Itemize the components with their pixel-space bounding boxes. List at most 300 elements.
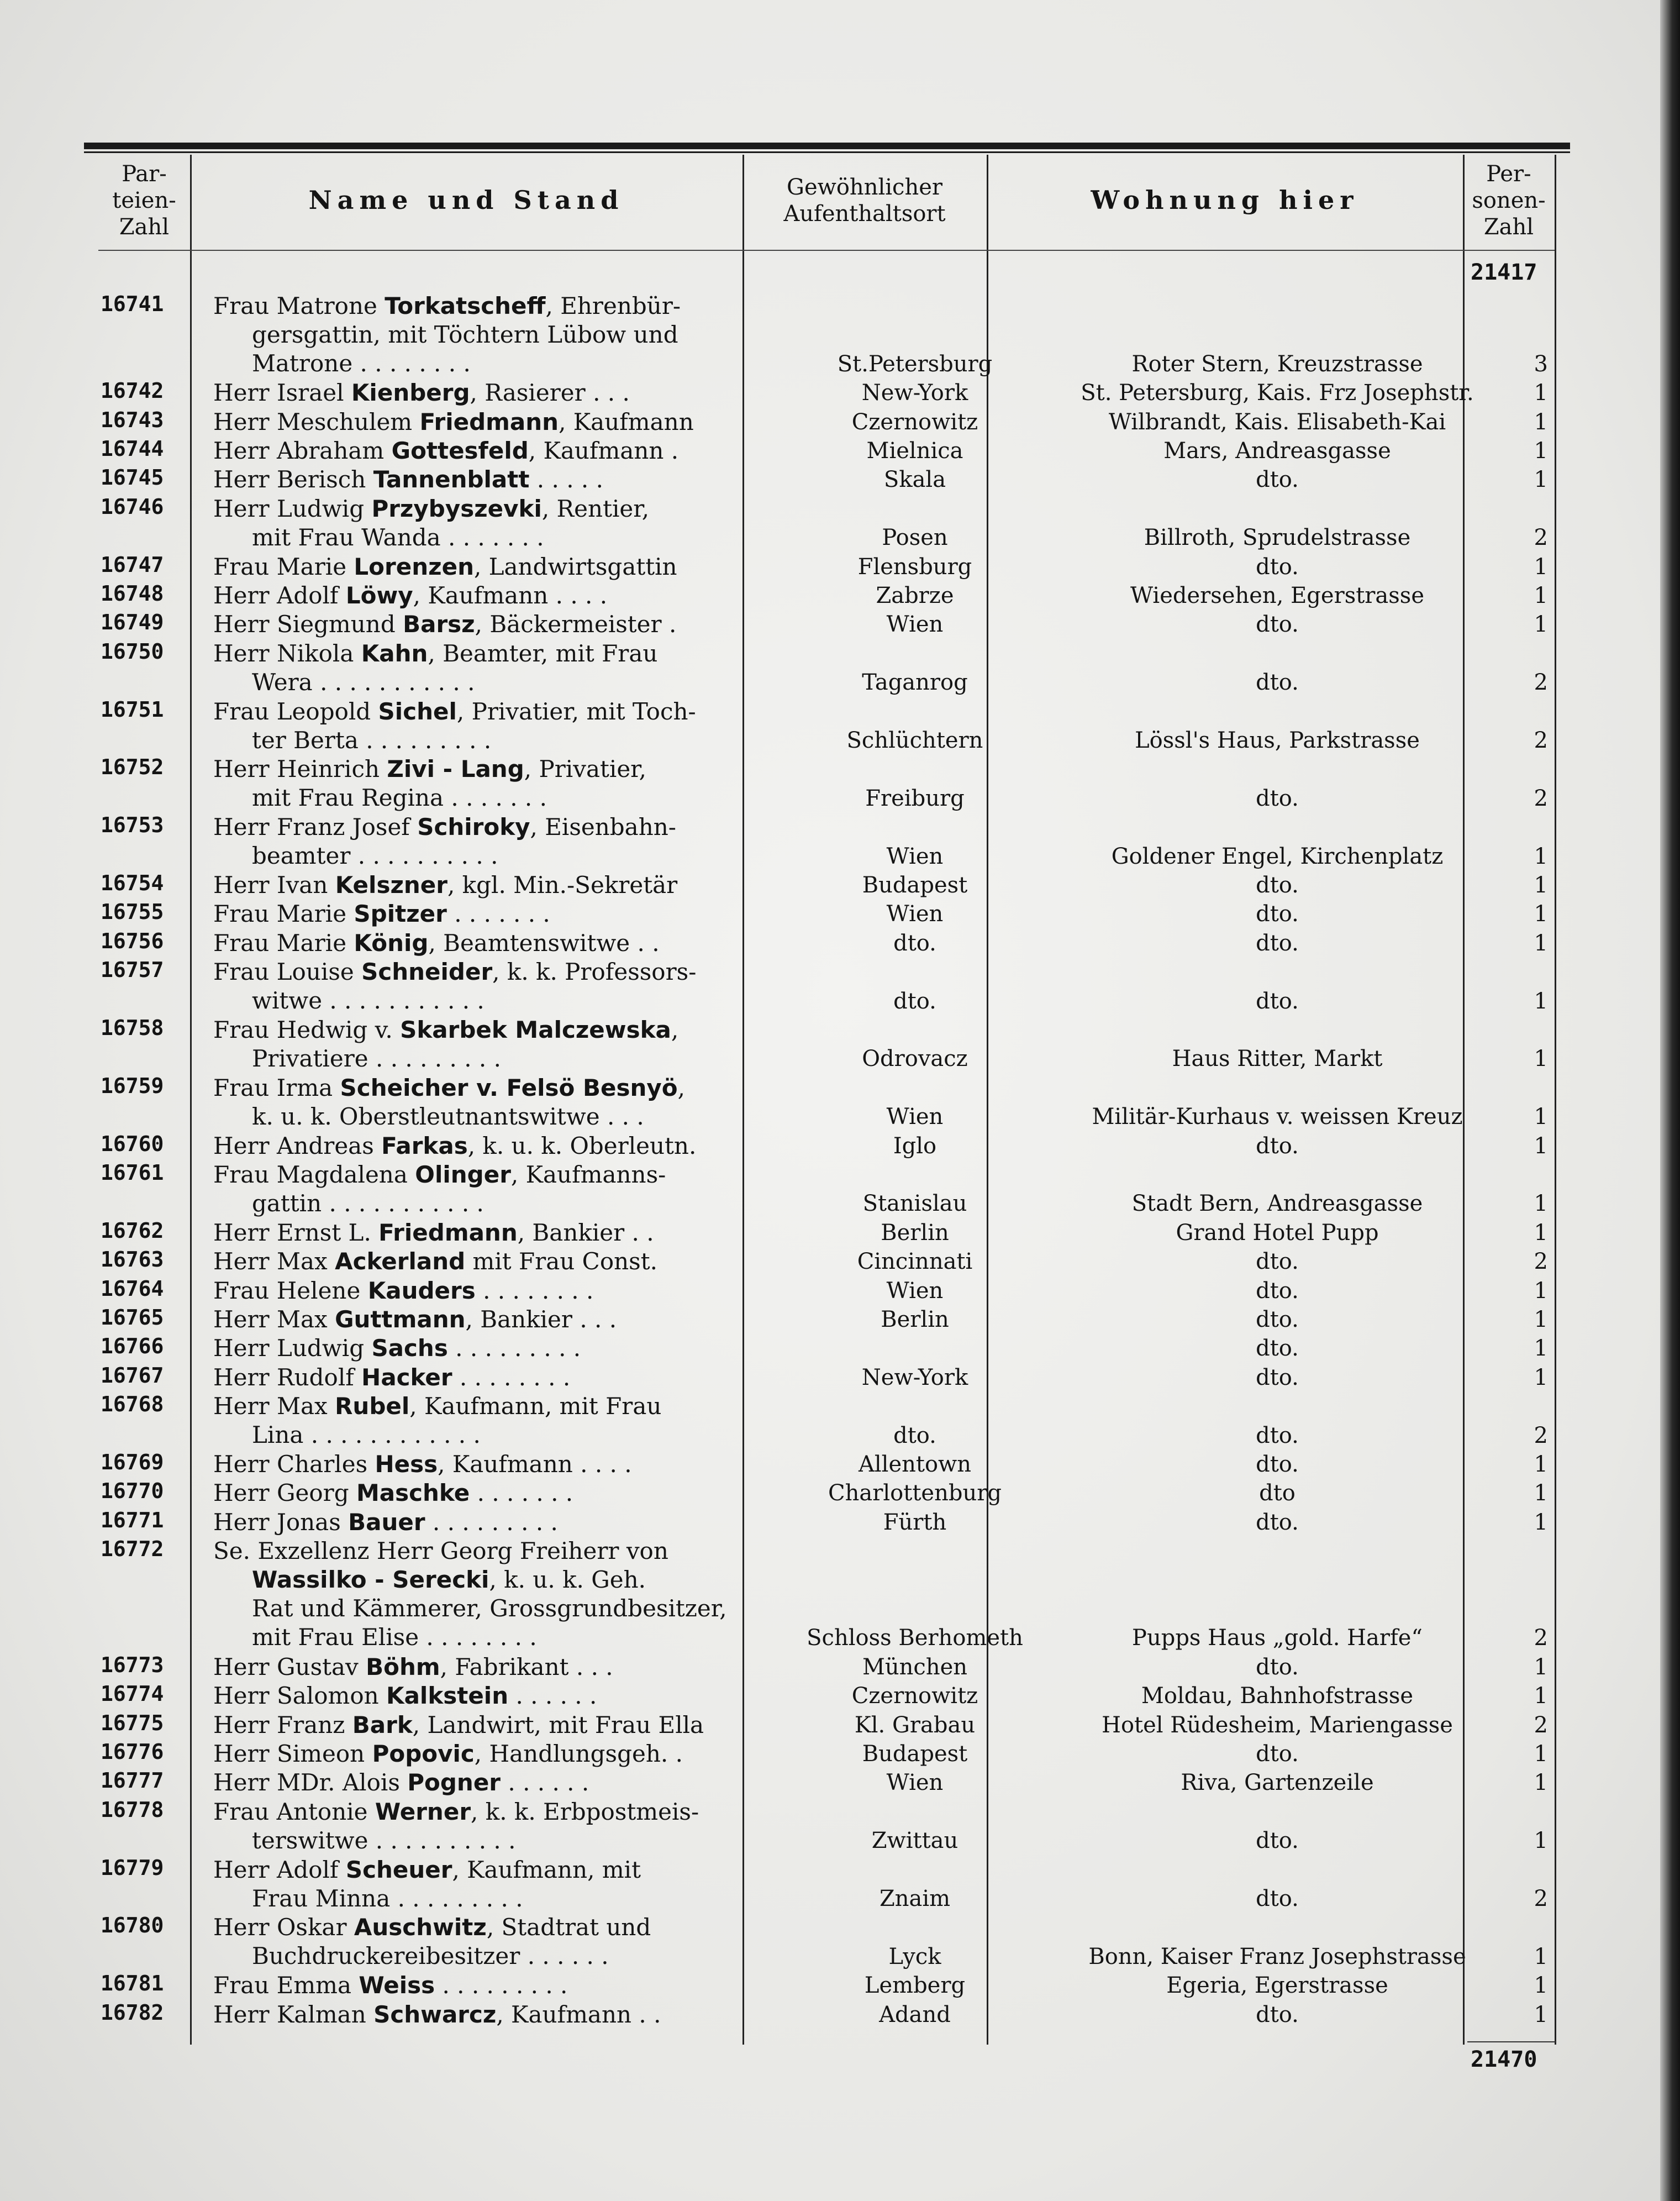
entry-person-count: 1 [1534,1654,1548,1680]
entry-surname: Wassilko - Serecki [252,1566,489,1594]
table-row [98,1305,1555,1334]
entry-number: 16760 [101,1131,164,1156]
entry-usual-residence: Budapest [862,873,968,898]
entry-usual-residence: Schlüchtern [846,727,983,753]
entry-continuation: Wera . . . . . . . . . . . [252,668,475,696]
entry-surname: Ackerland [335,1248,466,1275]
entry-usual-residence: Charlottenburg [828,1480,1002,1506]
entry-surname: Friedmann [419,408,559,435]
entry-continuation: Buchdruckereibesitzer . . . . . . [252,1942,609,1970]
entry-usual-residence: Wien [886,1104,944,1130]
entry-lodging: dto [1259,1480,1295,1506]
entry-continuation: Matrone . . . . . . . . [252,350,471,377]
table-row [98,1277,1555,1305]
entry-number: 16756 [101,928,164,953]
entry-usual-residence: Adand [879,2002,951,2027]
entry-name-and-status: Frau Magdalena Olinger, Kaufmanns- gattin . . . . . . . . . . . [213,1160,849,1218]
entry-name-and-status: Frau Irma Scheicher v. Felsö Besnyö, k. u. k. Oberstleutnantswitwe . . . [213,1074,849,1131]
entry-name-and-status: Herr Meschulem Friedmann, Kaufmann [213,408,694,435]
table-row [98,1971,1555,2000]
entry-usual-residence: Allentown [858,1452,972,1477]
entry-name-and-status: Frau Marie König, Beamtenswitwe . . [213,929,660,957]
entry-usual-residence: Posen [882,525,948,551]
entry-name-and-status: Herr Georg Maschke . . . . . . . [213,1479,573,1507]
table-row [98,639,1555,697]
entry-name-and-status: Frau Marie Lorenzen, Landwirtsgattin [213,553,677,580]
entry-surname: Kelszner [335,871,447,899]
entry-usual-residence: Flensburg [857,554,972,580]
entry-surname: Bark [352,1711,413,1738]
entry-number: 16750 [101,639,164,664]
entry-person-count: 1 [1534,1741,1548,1767]
entry-usual-residence: Stanislau [862,1191,967,1217]
entry-name-and-status: Herr Heinrich Zivi - Lang, Privatier, mit Frau Regina . . . . . . . [213,755,849,812]
entry-usual-residence: Wien [886,1278,944,1304]
entry-number: 16748 [101,581,164,606]
entry-usual-residence: Berlin [881,1220,949,1246]
entry-name-and-status: Herr Siegmund Barsz, Bäckermeister . [213,611,677,638]
entry-number: 16751 [101,697,164,722]
table-row [98,1479,1555,1507]
entry-lodging: dto. [1256,1249,1299,1275]
entry-continuation: terswitwe . . . . . . . . . . [252,1826,516,1854]
entry-person-count: 1 [1534,1104,1548,1130]
table-row [98,1653,1555,1682]
entry-lodging: Egeria, Egerstrasse [1166,1973,1388,1999]
entry-number: 16749 [101,610,164,635]
entry-lodging: dto. [1256,930,1299,956]
entry-person-count: 1 [1534,409,1548,435]
entry-person-count: 2 [1534,670,1548,696]
entry-surname: Schneider [361,958,493,986]
entry-name-and-status: Herr Franz Josef Schiroky, Eisenbahn- beamter . . . . . . . . . . [213,813,849,870]
entry-number: 16768 [101,1392,164,1417]
entry-continuation: gattin . . . . . . . . . . . [252,1190,484,1217]
entry-surname: Barsz [403,611,475,638]
table-row [98,871,1555,900]
entry-surname: Kalkstein [386,1682,509,1710]
entry-number: 16775 [101,1710,164,1735]
entry-surname: Tannenblatt [373,466,530,493]
entry-lodging: Bonn, Kaiser Franz Josephstrasse [1088,1943,1466,1969]
entry-person-count: 1 [1534,1770,1548,1796]
entry-lodging: dto. [1256,670,1299,696]
entry-usual-residence: Wien [886,843,944,869]
entry-person-count: 3 [1534,351,1548,377]
entry-name-and-status: Frau Marie Spitzer . . . . . . . [213,900,550,928]
entry-name-and-status: Herr Ernst L. Friedmann, Bankier . . [213,1218,654,1246]
entry-surname: König [354,929,429,957]
entry-name-and-status: Herr Abraham Gottesfeld, Kaufmann . [213,437,679,464]
entry-name-and-status: Herr Franz Bark, Landwirt, mit Frau Ella [213,1711,704,1738]
entry-number: 16743 [101,407,164,432]
entry-number: 16763 [101,1247,164,1272]
table-row [98,1363,1555,1392]
entry-person-count: 1 [1534,583,1548,608]
table-row [98,1711,1555,1740]
entry-usual-residence: Kl. Grabau [854,1712,976,1738]
entry-number: 16754 [101,871,164,895]
entry-usual-residence: Iglo [893,1133,937,1159]
table-row [98,2000,1555,2029]
table-row [98,1016,1555,1074]
entry-person-count: 1 [1534,1336,1548,1362]
entry-lodging: Pupps Haus „gold. Harfe“ [1132,1625,1423,1651]
table-row [98,1450,1555,1479]
entry-number: 16771 [101,1507,164,1532]
entry-name-and-status: Herr Salomon Kalkstein . . . . . . [213,1682,597,1710]
table-row [98,1740,1555,1768]
entry-surname: Pogner [407,1769,501,1796]
entry-lodging: dto. [1256,1654,1299,1680]
entry-name-and-status: Herr Adolf Löwy, Kaufmann . . . . [213,582,608,609]
entry-number: 16780 [101,1913,164,1938]
entry-surname: Skarbek Malczewska [400,1016,671,1043]
entry-surname: Hacker [361,1363,452,1391]
table-row [98,379,1555,407]
entry-number: 16761 [101,1160,164,1185]
entry-continuation: k. u. k. Oberstleutnantswitwe . . . [252,1102,644,1130]
entry-name-and-status: Frau Helene Kauders . . . . . . . . [213,1277,594,1304]
entry-number: 16776 [101,1740,164,1764]
entry-number: 16742 [101,379,164,403]
entry-number: 16779 [101,1855,164,1880]
entry-surname: Maschke [356,1479,470,1507]
table-row [98,1334,1555,1363]
table-row [98,900,1555,928]
entry-surname: Kahn [361,639,428,667]
entry-person-count: 1 [1534,1480,1548,1506]
entry-surname: Sichel [378,697,457,725]
entry-number: 16745 [101,465,164,490]
table-row [98,1160,1555,1218]
entry-usual-residence: Budapest [862,1741,968,1767]
entry-continuation: beamter . . . . . . . . . . [252,842,498,870]
entry-surname: Gottesfeld [391,437,529,464]
entry-lodging: Wiedersehen, Egerstrasse [1130,583,1424,608]
entry-name-and-status: Frau Louise Schneider, k. k. Professors- witwe . . . . . . . . . . . [213,958,849,1015]
entry-person-count: 1 [1534,1943,1548,1969]
table-row [98,929,1555,958]
table-row [98,1247,1555,1276]
table-row [98,292,1555,379]
entry-person-count: 2 [1534,785,1548,811]
entry-person-count: 1 [1534,1683,1548,1709]
table-row [98,1508,1555,1537]
entry-usual-residence: dto. [893,930,936,956]
entry-person-count: 1 [1534,901,1548,927]
entry-usual-residence: Skala [883,467,946,493]
entry-usual-residence: Zabrze [876,583,954,608]
entry-usual-residence: Lyck [888,1943,941,1969]
entry-surname: Kauders [367,1277,476,1304]
entry-lodging: dto. [1256,612,1299,638]
entry-usual-residence: Schloss Berhometh [807,1625,1023,1651]
entry-surname: Schiroky [417,813,530,841]
table-row [98,495,1555,553]
table-row [98,697,1555,755]
entry-surname: Rubel [335,1393,410,1420]
table-row [98,1768,1555,1797]
header-lodging-here: Wohnung hier [1091,185,1359,216]
entry-number: 16769 [101,1450,164,1474]
entry-name-and-status: Herr Kalman Schwarcz, Kaufmann . . [213,2000,661,2028]
entry-lodging: Roter Stern, Kreuzstrasse [1131,351,1423,377]
entry-number: 16741 [101,292,164,316]
entry-lodging: dto. [1256,554,1299,580]
entry-usual-residence: Taganrog [862,670,968,696]
entry-lodging: dto. [1256,988,1299,1014]
entry-name-and-status: Herr Max Guttmann, Bankier . . . [213,1306,617,1333]
entry-lodging: dto. [1256,901,1299,927]
entry-name-and-status: Herr Jonas Bauer . . . . . . . . . [213,1508,558,1536]
entry-name-and-status: Herr Ludwig Przybyszevki, Rentier, mit Frau Wanda . . . . . . . [213,495,849,552]
entry-lodging: Mars, Andreasgasse [1163,438,1391,464]
table-row [98,1218,1555,1247]
table-row [98,581,1555,610]
entry-name-and-status: Frau Antonie Werner, k. k. Erbpostmeis- terswitwe . . . . . . . . . . [213,1798,849,1855]
entry-person-count: 1 [1534,554,1548,580]
entry-person-count: 2 [1534,1249,1548,1275]
entry-usual-residence: Mielnica [866,438,963,464]
entry-lodging: Haus Ritter, Markt [1172,1046,1383,1072]
entry-name-and-status: Se. Exzellenz Herr Georg Freiherr von Wassilko - Serecki, k. u. k. Geh. Rat und Kämmerer, Grossgrundbesitzer, mit Frau Elise . . . . . . . . [213,1537,849,1652]
entry-usual-residence: dto. [893,1422,936,1448]
entry-continuation: gersgattin, mit Töchtern Lübow und [252,321,678,348]
entry-person-count: 2 [1534,1422,1548,1448]
entry-number: 16766 [101,1334,164,1359]
entry-lodging: Moldau, Bahnhofstrasse [1141,1683,1414,1709]
entry-surname: Friedmann [378,1218,518,1246]
table-row [98,1798,1555,1856]
entry-person-count: 2 [1534,727,1548,753]
entry-person-count: 1 [1534,1509,1548,1535]
entry-name-and-status: Herr Charles Hess, Kaufmann . . . . [213,1451,632,1478]
entry-continuation: Frau Minna . . . . . . . . . [252,1884,523,1912]
entry-person-count: 1 [1534,2002,1548,2027]
entry-continuation: mit Frau Regina . . . . . . . [252,784,547,812]
entry-person-count: 1 [1534,1973,1548,1999]
entry-continuation: mit Frau Elise . . . . . . . . [252,1624,537,1651]
table-row [98,1074,1555,1132]
table-row [98,437,1555,465]
header-name-and-status: Name und Stand [308,185,624,216]
entry-name-and-status: Herr Ivan Kelszner, kgl. Min.-Sekretär [213,871,678,899]
table-row [98,408,1555,437]
entry-surname: Bauer [348,1508,425,1536]
carried-total: 21417 [1471,260,1537,285]
entry-surname: Scheuer [345,1856,452,1883]
entry-lodging: dto. [1256,1307,1299,1332]
entry-number: 16772 [101,1537,164,1562]
header-rule [98,250,1555,251]
table-row [98,813,1555,871]
entry-person-count: 1 [1534,1364,1548,1390]
entry-person-count: 1 [1534,438,1548,464]
entry-name-and-status: Frau Leopold Sichel, Privatier, mit Toch- ter Berta . . . . . . . . . [213,697,849,755]
table-row [98,1913,1555,1971]
entry-usual-residence: Czernowitz [851,409,978,435]
table-row [98,610,1555,639]
entry-lodging: dto. [1256,1336,1299,1362]
entry-number: 16777 [101,1768,164,1793]
entry-surname: Weiss [359,1972,435,1999]
entry-lodging: Billroth, Sprudelstrasse [1144,525,1411,551]
entry-number: 16746 [101,494,164,519]
entry-name-and-status: Herr Oskar Auschwitz, Stadtrat und Buchdruckereibesitzer . . . . . . [213,1913,849,1971]
entry-name-and-status: Frau Hedwig v. Skarbek Malczewska, Privatiere . . . . . . . . . [213,1016,849,1073]
entry-number: 16778 [101,1797,164,1822]
entry-continuation: Lina . . . . . . . . . . . . [252,1421,481,1449]
entry-lodging: dto. [1256,1422,1299,1448]
entry-number: 16781 [101,1971,164,1996]
entry-lodging: dto. [1256,785,1299,811]
entry-surname: Popovic [372,1740,475,1767]
final-total: 21470 [1471,2047,1537,2072]
entry-name-and-status: Frau Emma Weiss . . . . . . . . . [213,1972,568,1999]
table-row [98,1682,1555,1710]
entry-lodging: Goldener Engel, Kirchenplatz [1111,843,1444,869]
top-rule-thin [84,151,1570,153]
entry-person-count: 1 [1534,930,1548,956]
entry-name-and-status: Herr Max Rubel, Kaufmann, mit Frau Lina . . . . . . . . . . . . [213,1392,849,1449]
header-usual-residence: Gewöhnlicher Aufenthaltsort [783,175,946,227]
entry-number: 16765 [101,1305,164,1330]
entry-lodging: dto. [1256,1133,1299,1159]
entry-surname: Przybyszevki [371,495,542,522]
table-row [98,553,1555,581]
entry-surname: Hess [375,1451,438,1478]
entry-continuation: Privatiere . . . . . . . . . [252,1045,501,1072]
entry-usual-residence: Freiburg [865,785,965,811]
entry-lodging: dto. [1256,2002,1299,2027]
entry-person-count: 1 [1534,612,1548,638]
entry-continuation: mit Frau Wanda . . . . . . . [252,523,544,551]
top-rule [84,143,1570,149]
entry-person-count: 1 [1534,1307,1548,1332]
entry-usual-residence: Cincinnati [857,1249,973,1275]
entry-lodging: dto. [1256,1885,1299,1911]
entry-person-count: 1 [1534,380,1548,406]
entry-surname: Lorenzen [354,553,474,580]
table-row [98,958,1555,1016]
entry-number: 16770 [101,1479,164,1504]
entry-surname: Zivi - Lang [387,755,524,783]
entry-number: 16747 [101,552,164,577]
entry-surname: Olinger [415,1161,511,1188]
entry-lodging: Lössl's Haus, Parkstrasse [1135,727,1420,753]
entry-person-count: 1 [1534,1828,1548,1854]
entry-number: 16744 [101,437,164,461]
entry-surname: Farkas [381,1132,468,1159]
entry-number: 16755 [101,900,164,924]
scan-edge [1660,0,1680,2201]
entry-continuation: ter Berta . . . . . . . . . [252,726,492,754]
entry-lodging: dto. [1256,1452,1299,1477]
entry-name-and-status: Herr Rudolf Hacker . . . . . . . . [213,1363,571,1391]
entry-lodging: dto. [1256,1509,1299,1535]
entry-name-and-status: Herr Max Ackerland mit Frau Const. [213,1248,657,1275]
entry-person-count: 1 [1534,467,1548,493]
entry-person-count: 1 [1534,988,1548,1014]
entry-name-and-status: Herr Gustav Böhm, Fabrikant . . . [213,1653,613,1680]
entry-lodging: St. Petersburg, Kais. Frz Josephstr. [1081,380,1474,406]
entry-name-and-status: Herr Andreas Farkas, k. u. k. Oberleutn. [213,1132,697,1159]
entry-number: 16764 [101,1276,164,1301]
entry-surname: Werner [375,1798,471,1825]
total-rule [1467,2041,1556,2042]
entry-surname: Torkatscheff [385,292,546,319]
entry-surname: Schwarcz [373,2000,497,2028]
entry-number: 16752 [101,755,164,780]
entry-number: 16753 [101,813,164,838]
entry-usual-residence: Berlin [881,1307,949,1332]
entry-usual-residence: New-York [861,380,968,406]
entry-name-and-status: Herr Simeon Popovic, Handlungsgeh. . [213,1740,683,1767]
entry-usual-residence: Zwittau [871,1828,959,1854]
entry-surname: Sachs [371,1335,448,1362]
entry-person-count: 1 [1534,1191,1548,1217]
entry-surname: Böhm [366,1653,440,1680]
entry-lodging: Grand Hotel Pupp [1176,1220,1379,1246]
entry-lodging: Hotel Rüdesheim, Mariengasse [1102,1712,1453,1738]
entry-usual-residence: Odrovacz [862,1046,968,1072]
entry-lodging: Stadt Bern, Andreasgasse [1131,1191,1423,1217]
entry-surname: Scheicher v. Felsö Besnyö [340,1074,678,1101]
header-party-number: Par- teien- Zahl [112,161,176,240]
entry-person-count: 1 [1534,1133,1548,1159]
table-row [98,1392,1555,1450]
entry-person-count: 1 [1534,843,1548,869]
entry-lodging: dto. [1256,467,1299,493]
entry-number: 16774 [101,1682,164,1706]
entry-surname: Guttmann [335,1306,466,1333]
entry-number: 16757 [101,958,164,983]
entry-usual-residence: Znaim [879,1885,951,1911]
entry-continuation: witwe . . . . . . . . . . . [252,987,484,1015]
entry-name-and-status: Herr Ludwig Sachs . . . . . . . . . [213,1335,581,1362]
entry-name-and-status: Herr Berisch Tannenblatt . . . . . [213,466,603,493]
table-row [98,1856,1555,1914]
entry-surname: Kienberg [351,379,470,407]
entry-lodging: dto. [1256,1828,1299,1854]
entry-continuation: Wassilko - Serecki, k. u. k. Geh. [252,1566,646,1594]
entry-lodging: dto. [1256,873,1299,898]
entry-lodging: Militär-Kurhaus v. weissen Kreuz [1092,1104,1463,1130]
entry-lodging: Wilbrandt, Kais. Elisabeth-Kai [1108,409,1446,435]
entry-name-and-status: Herr Nikola Kahn, Beamter, mit Frau Wera . . . . . . . . . . . [213,639,849,697]
entry-person-count: 2 [1534,1885,1548,1911]
entry-continuation: Rat und Kämmerer, Grossgrundbesitzer, [252,1595,727,1622]
entry-name-and-status: Herr MDr. Alois Pogner . . . . . . [213,1769,589,1796]
table-row [98,1537,1555,1653]
entry-lodging: dto. [1256,1364,1299,1390]
entry-number: 16773 [101,1652,164,1677]
entry-number: 16782 [101,2000,164,2025]
entry-person-count: 2 [1534,1625,1548,1651]
entry-usual-residence: New-York [861,1364,968,1390]
entry-name-and-status: Herr Adolf Scheuer, Kaufmann, mit Frau Minna . . . . . . . . . [213,1856,849,1913]
entry-surname: Löwy [345,582,413,609]
entry-person-count: 1 [1534,1278,1548,1304]
entry-person-count: 2 [1534,525,1548,551]
entry-lodging: Riva, Gartenzeile [1181,1770,1374,1796]
entry-usual-residence: Czernowitz [851,1683,978,1709]
entry-person-count: 1 [1534,1452,1548,1477]
entry-surname: Auschwitz [354,1914,487,1941]
entry-surname: Spitzer [354,900,447,928]
entry-usual-residence: Lemberg [864,1973,966,1999]
